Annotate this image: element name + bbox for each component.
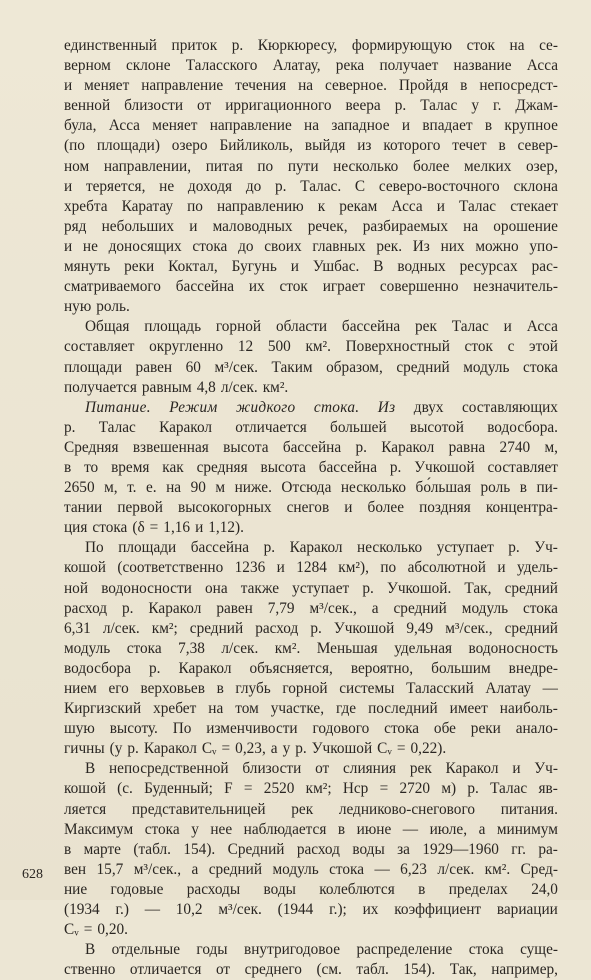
text-line: Общая площадь горной области бассейна рек Талас и Асса <box>85 318 558 336</box>
text-line: шую высоту. По изменчивости годового стока обе реки анало- <box>64 720 558 738</box>
text-line: По площади бассейна р. Каракол несколько уступает р. Уч- <box>85 539 558 557</box>
text-line: вен 15,7 м³/сек., а средний модуль стока — 6,23 л/сек. км². Сред- <box>64 860 558 878</box>
body-text <box>64 36 558 980</box>
text-line: ственно отличается от среднего (см. табл. 154). Так, например, <box>64 961 558 979</box>
text-line: модуль стока 7,38 л/сек. км². Меньшая удельная водоносность <box>64 639 558 657</box>
text-line: единственный приток р. Кюркюресу, формирующую сток на се- <box>64 37 558 54</box>
text-line: и теряется, не доходя до р. Талас. С северо-восточного склона <box>64 177 558 195</box>
text-line: составляет округленно 12 500 км². Поверхностный сток с этой <box>64 338 558 356</box>
text-line: Питание. Режим жидкого стока. Из двух составляющих <box>85 398 558 416</box>
text-line: в то время как средняя высота бассейна р. Учкошой составляет <box>64 458 558 476</box>
text-line: и не доносящих стока до своих главных рек. Из них можно упо- <box>64 237 558 255</box>
text-line: получается равным 4,8 л/сек. км². <box>64 378 289 396</box>
text-line: кошой (соответственно 1236 и 1284 км²), по абсолютной и удель- <box>64 559 558 577</box>
text-line: р. Талас Каракол отличается большей высотой водосбора. <box>64 418 558 436</box>
text-line: Киргизский хребет на том участке, где последний имеет наиболь- <box>64 700 558 718</box>
text-line: Средняя взвешенная высота бассейна р. Каракол равна 2740 м, <box>64 438 558 456</box>
text-line: ляется представительницей рек ледниково-снегового питания. <box>64 800 558 818</box>
text-line: В непосредственной близости от слияния рек Каракол и Уч- <box>85 760 558 778</box>
text-line: водосбора р. Каракол объясняется, вероятно, большим внедре- <box>64 659 558 677</box>
text-line: площади равен 60 м³/сек. Таким образом, средний модуль стока <box>64 358 558 376</box>
text-line: гичны (у р. Каракол Cᵥ = 0,23, а у р. Учкошой Cᵥ = 0,22). <box>64 740 447 758</box>
text-line: нием его верховьев в глубь горной системы Таласский Алатау — <box>64 680 558 697</box>
text-line: (по площади) озеро Бийликоль, выйдя из которого течет в север- <box>64 137 558 155</box>
text-line: в марте (табл. 154). Средний расход воды за 1929—1960 гг. ра- <box>64 840 558 858</box>
text-line: хребта Каратау по направлению к рекам Асса и Талас стекает <box>64 197 558 215</box>
text-line: 6,31 л/сек. км²; средний расход р. Учкошой 9,49 м³/сек., средний <box>64 619 558 637</box>
text-line: В отдельные годы внутригодовое распределение стока суще- <box>85 941 558 959</box>
text-line: (1934 г.) — 10,2 м³/сек. (1944 г.); их коэффициент вариации <box>64 901 558 919</box>
text-line: ной водоносности она также уступает р. Учкошой. Так, средний <box>64 579 558 597</box>
text-line: ция стока (δ = 1,16 и 1,12). <box>64 519 244 537</box>
text-line: Максимум стока у нее наблюдается в июне — июле, а минимум <box>64 820 558 838</box>
text-line: ние годовые расходы воды колеблются в пределах 24,0 <box>64 880 558 898</box>
text-line: сматриваемого бассейна их сток играет совершенно незначитель- <box>64 278 558 296</box>
text-line: ную роль. <box>64 298 130 316</box>
text-line: була, Асса меняет направление на западное и впадает в крупное <box>64 117 558 135</box>
text-line: расход р. Каракол равен 7,79 м³/сек., а средний модуль стока <box>64 599 558 617</box>
text-line: ном направлении, питая по пути несколько более мелких озер, <box>64 157 558 175</box>
text-line: кошой (с. Буденный; F = 2520 км²; Hср = 2720 м) р. Талас яв- <box>64 780 558 798</box>
text-line: ряд небольших и маловодных речек, разбираемых на орошение <box>64 217 558 235</box>
text-line: верном склоне Таласского Алатау, река получает название Асса <box>64 57 558 75</box>
page-number: 628 <box>22 867 43 882</box>
text-line: и меняет направление течения на северное. Пройдя в непосредст- <box>64 77 558 95</box>
text-line: венной близости от ирригационного веера р. Талас у г. Джам- <box>64 97 558 115</box>
text-line: 2650 м, т. е. на 90 м ниже. Отсюда несколько бо́льшая роль в пи- <box>64 479 558 497</box>
text-line: мянуть реки Коктал, Бугунь и Ушбас. В водных ресурсах рас- <box>64 258 558 276</box>
text-line: тании первой высокогорных снегов и более поздняя концентра- <box>64 499 558 517</box>
text-line: Cᵥ = 0,20. <box>64 921 128 939</box>
